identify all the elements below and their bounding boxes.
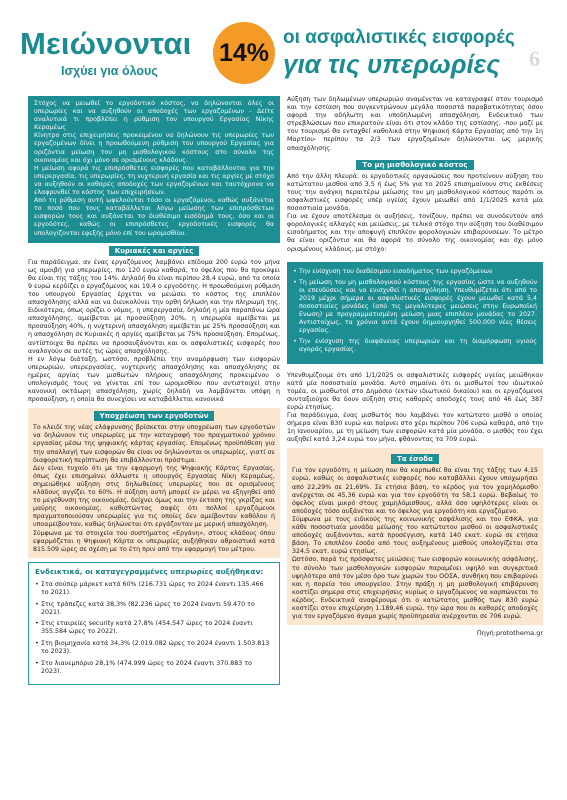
headline-left: Μειώνονται bbox=[20, 26, 192, 61]
body-paragraph: Ωστόσο, παρά τις πρόσφατες μειώσεις των εισφορών κοινωνικής ασφάλισης, το σύνολο των μισθολογικών εισφορών παραμένει υψηλό και συγκριτικά υψηλότερο από τον μέσο όρο των χωρών του ΟΟΣΑ, συνθήκη που επιβαρύνει και η πορεία του υπουργείου. Στην πράξη η μη μισθολογική επιβάρυνση κοστίζει σημερα στις επιχειρήσεις κυρίως ο εργαζόμενος να καρπώνεται το κέρδος. Ενδεικτικά αναφέρουμε ότι ο κατώτατος μισθός των 830 ευρώ κοστίζει στον επιχείρηση 1.189,46 ευρώ, την ώρα που οι καθαρές αποδοχές για τον εργαζόμενο άγαμο χωρίς προϋπηρεσία ανέρχονται σε 706 ευρώ. bbox=[292, 556, 538, 621]
intro-box bbox=[28, 96, 280, 243]
headline-subtitle: Ισχύει για όλους bbox=[61, 64, 158, 78]
stat-item: • Στις τράπεζες κατά 38,3% (82.236 ώρες το 2024 έναντι 59.470 το 2021). bbox=[35, 601, 273, 617]
body-paragraph: Για να έχουν αποτέλεσμα οι αυξήσεις, τονίζουν, πρέπει να συνοδευτούν από φορολογικές αλλαγές και μειώσεις, με τελικό στόχο την αύξηση του διαθέσιμου εισοδήματος και την αποφυγή επιπλέον φορολογικών επιβαρύνσεων. Το μέτρο θα είναι οριζόντιο και θα αφορά το σύνολο της οικονομίας και όχι μόνο ορισμένους κλάδους, με στόχο: bbox=[287, 213, 543, 253]
stat-item: • Στη βιομηχανία κατά 34,3% (2.019.082 ώρες το 2024 έναντι 1.503.813 το 2023). bbox=[35, 640, 273, 656]
intro-paragraph: Από τη ρύθμιση αυτή ωφελούνται τόσο οι εργαζόμενοι, καθώς αυξάνεται το ποσό που τους καταβάλλεται λόγω μείωσης των επιπρόσθετων εισφορών τους και αυξάνεται το διαθέσιμο εισόδημά τους, όσο και οι εργοδότες, καθώς οι επιπρόσθετες εργοδοτικές εισφορές θα υπολογίζονται εφεξής μόνο επί του ωρομισθίου. bbox=[34, 197, 274, 237]
section-heading-nonwage: Το μη μισθολογικό κόστος bbox=[356, 160, 473, 170]
body-paragraph: Σύμφωνα με τα στοιχεία του συστήματος «Εργάνη», στους κλάδους όπου εφαρμόζεται η Ψηφιακή Κάρτα οι υπερωρίες αυξήθηκαν αθροιστικά κατά 815.509 ώρες σε σχέση με το έτη πριν από την εφαρμογή του μέτρου. bbox=[33, 529, 275, 553]
goal-item: • Την ενίσχυση της διαφάνειας υπερωριών και τη διαμόρφωση υγιούς αγοράς εργασίας. bbox=[293, 338, 537, 354]
stat-item: • Στις εταιρείες security κατά 27,8% (454.547 ώρες το 2024 έναντι 355.584 ώρες το 2022). bbox=[35, 620, 273, 636]
page-number: 6 bbox=[529, 46, 540, 71]
employers-box bbox=[28, 408, 280, 558]
body-paragraph: Η εν λόγω διάταξη, ωστόσο, προβλέπει την αναμόρφωση των εισφορών υπερωριών, υπερεργασίας, νυχτερινής απασχόλησης και απασχόλησης σε ημέρες αργίας των μισθωτών πλήρους απασχόλησης προκειμένου ο υπολογισμός τους να γίνεται επί του ωρομισθίου που αντιστοιχεί στην κανονική οκτάωρη απασχόληση, χωρίς δηλαδή να λαμβάνεται υπόψη η προσαύξηση, η οποία θα συνεχίσει να καταβάλλεται κανονικά bbox=[28, 355, 280, 404]
overtime-stats-box bbox=[28, 562, 280, 685]
goals-box bbox=[287, 262, 543, 364]
headline-right-line1: οι ασφαλιστικές εισφορές bbox=[283, 27, 515, 48]
stat-item: • Στο λιανεμπόριο 28,1% (474.999 ώρες το 2024 έναντι 370.883 το 2023). bbox=[35, 660, 273, 676]
left-column bbox=[28, 96, 280, 685]
intro-paragraph: Κίνητρο στις επιχειρήσεις προκειμένου να δηλώνουν τις υπερωρίες των εργαζομένων δίνει η προωθούμενη ρύθμιση του υπουργού Εργασίας για οριζόντια μείωση του μη μισθολογικού κόστους στο σύνολο της οικονομίας και όχι μόνο σε ορισμένους κλάδους. bbox=[34, 132, 274, 164]
goal-item: • Την ενίσχυση του διαθέσιμου εισοδήματος των εργαζόμενων bbox=[293, 268, 537, 276]
right-column bbox=[287, 96, 543, 637]
body-paragraph: Για παράδειγμα, αν ένας εργαζόμενος λαμβάνει επίδομα 200 ευρώ τον μήνα ως αμοιβή για υπερωρίες, πιο 120 ευρώ καθαρά, το όφελος που θα προκύψει θα είναι της τάξης του 14%. Δηλαδή θα είναι περίπου 28,4 ευρώ, από τα οποία 9 ευρώ κερδίζει ο εργαζόμενος και 19,4 ο εργοδότης. Η προωθούμενη ρύθμιση του υπουργού Εργασίας έρχεται να μειώσει το κόστος της επιπλέον απασχόλησης αλλά και να διευκολύνει την ορθή δήλωση και την πληρωμή της. Ειδικότερα, όπως ορίζει ο νόμος, η υπερεργασία, δηλαδή η μία παραπάνω ώρα απασχόλησης, αμείβεται με προσαύξηση 20%, η υπερωρία αμείβεται με προσαύξηση 40%, η νυχτερινή απασχόληση αμείβεται με 25% προσαύξηση και η απασχόληση σε Κυριακές ή αργίες αμείβεται με 75% προσαύξηση. Επομένως, αντίστοιχα θα πρέπει να προσαυξάνονται και οι ασφαλιστικές εισφορές που αναλογούν σε αυτές τις ώρες απασχόλησης. bbox=[28, 258, 280, 355]
section-heading-employers: Υποχρέωση των εργοδοτών bbox=[94, 411, 215, 421]
stats-title: Ενδεικτικά, οι καταγεγραμμένες υπερωρίες αυξήθηκαν: bbox=[35, 566, 264, 576]
section-heading-holidays: Κυριακές και αργίες bbox=[109, 246, 199, 256]
body-paragraph: Από την άλλη πλευρά, οι εργοδοτικές οργανώσεις που προτείνουν αύξηση του κατώτατου μισθού από 3,5 ή έως 5% για το 2025 επισημαίνουν στις εκθέσεις τους την ανάγκη περαιτέρω μείωσης του μη μισθολογικού κόστους παρότι οι ασφαλιστικές εισφορές υπέρ υγείας έχουν μειωθεί από 1/1/2025 κατά μία ποσοστιαία μονάδα. bbox=[287, 172, 543, 213]
body-paragraph: Για τον εργοδότη, η μείωση που θα καρπωθεί θα είναι της τάξης των 4,15 ευρώ, καθώς οι ασφαλιστικές εισφορές που καταβάλλει έχουν υποχωρήσει από 22,29% σε 21,69%. Σε ετήσια βάση, το κέρδος για τον χαμηλόμισθο ανέρχεται σε 45,36 ευρώ και για τον εργοδότη τα 58,1 ευρώ. Βεβαίως το όφελος είναι μικρό στους χαμηλόμισθους, αλλά όσο υψηλότερες είναι οι αποδοχές τόσο αυξάνεται και το όφελος για εργοδότη και εργαζόμενο. bbox=[292, 467, 538, 515]
income-box bbox=[287, 448, 543, 625]
goal-item: • Τη μείωση του μη μισθολογικού κόστους της εργασίας ώστε να αυξηθούν οι επενδύσεις και να ενισχυθεί η απασχόληση. Υπενθυμίζεται ότι από το 2019 μέχρι σήμερα οι ασφαλιστικές εισφορές έχουν μειωθεί κατά 5,4 ποσοστιαίες μονάδες (από τις μεγαλύτερες μειώσεις στην Ευρωπαϊκή Ενωση) με προγραμματισμένη μείωση μιας επιπλέον μονάδας το 2027. Αντιστοίχως, τα χρόνια αυτά έχουν δημιουργηθεί 500.000 νέες θέσεις εργασίας. bbox=[293, 279, 537, 336]
body-paragraph: Για παράδειγμα, ένας μισθωτός που λαμβάνει τον κατώτατο μισθό ο οποίος σήμερα είναι 830 ευρώ και παίρνει στο χέρι περίπου 706 ευρώ καθαρά, από την 1η Ιανουαρίου, με τη μείωση των εισφορών κατά μία μονάδα, ο μισθός του έχει αυξηθεί κατά 3,24 ευρώ τον μήνα, φθάνοντας τα 709 ευρώ. bbox=[287, 412, 543, 444]
percent-badge bbox=[213, 22, 275, 84]
body-paragraph: Αύξηση των δηλωμένων υπερωριών αναμένεται να καταγραφεί στον τουρισμό και την εστίαση που συγκεντρώνουν μεγάλα ποσοστά παραβατικότητας όσον αφορά την αδήλωτη και υποδηλωμένη απασχόληση. Ενδεικτικό των στρεβλώσεων που επικρατούν είναι ότι στον κλάδο της εστίασης, -που μαζί με τον τουρισμό θα ενταχθεί καθολικά στην Ψηφιακή Κάρτα Εργασίας από την 1η Μαρτίου- περίπου τα 2/3 των εργαζομένων δηλώνονται ως μερικής απασχόλησης. bbox=[287, 96, 543, 152]
headline-right-line2: για τις υπερωρίες bbox=[283, 49, 500, 79]
percent-badge-text: 14% bbox=[218, 38, 270, 67]
body-paragraph: Σύμφωνα με τους ειδικούς της κοινωνικής ασφάλισης και του ΕΦΚΑ, για κάθε ποσοστιαία μονάδα μείωσης του κατώτατου μισθού οι ασφαλιστικές αποδοχές αυξάνονται, κατά προσέγγιση, κατά 140 εκατ. ευρώ σε ετήσια βάση. Το επιπλέον έσοδο από τους αυξημένους μισθούς υπολογίζεται στα 324,5 εκατ. ευρώ ετησίως. bbox=[292, 515, 538, 556]
body-paragraph: Υπενθυμίζουμε ότι από 1/1/2025 οι ασφαλιστικές εισφορές υγείας μειώθηκαν κατά μία ποσοστιαία μονάδα. Αυτό σημαίνει ότι οι μισθωτοί του ιδιωτικού τομέα, οι μισθωτοί στο Δημόσιο (εκτών ιδιωτικού δικαίου) και οι εργαζόμενοι συνταξιούχοι θα δουν αύξηση στις καθαρές αποδοχές τους από 46 έως 387 ευρώ ετησίως. bbox=[287, 371, 543, 411]
body-paragraph: Δεν είναι τυχαίο ότι με την εφαρμογή της Ψηφιακής Κάρτας Εργασίας, όπως έχει επισημάνει άλλωστε η υπουργός Εργασίας Νίκη Κεραμέως, σημειώθηκε αύξηση στις δηλωθείσες υπερωρίες που σε ορισμένους κλάδους αγγίζει το 60%. Η αύξηση αυτή μπορεί εν μέρει να εξηγηθεί από το μεγέθυνση της οικονομίας, δείχνει όμως και την έκταση της γκρίζας και μαύρης οικονομίας, καθιστώντας σαφές ότι πολλοί εργαζόμενοι πραγματοποιούσαν υπερωρίες για τις οποίες δεν αμείβονταν καθόλου ή υποαμείβονταν, καθώς δηλώνεται ότι εργάζονταν με μερική απασχόληση. bbox=[33, 464, 275, 529]
body-paragraph: Το κλειδί της νέας ελάφρυνσης βρίσκεται στην υποχρέωση των εργοδοτών να δηλώνουν τις υπερωρίες με την καταγραφή του πραγματικού χρόνου εργασίας μέσω της ψηφιακής κάρτας εργασίας. Επομένως προϋπόθεση για την απαλλαγή των εισφορών θα είναι να δηλώνονται οι υπερωρίες, γιατί σε διαφορετική περίπτωση θα επιβάλλονται πρόστιμα. bbox=[33, 424, 275, 464]
source-credit: Πηγή:protothema.gr bbox=[476, 629, 543, 638]
section-heading-income: Τα έσοδα bbox=[391, 454, 439, 464]
intro-paragraph: Στόχος να μειωθεί το εργοδοτικό κόστος, να δηλώνονται όλες οι υπερωρίες και να αυξηθούν οι αποδοχές των εργαζομένων - Δείτε αναλυτικά τι προβλέπει η ρύθμιση του υπουργού Εργασίας Νίκης Κεραμέως bbox=[34, 100, 274, 132]
intro-paragraph: Η μείωση αφορά τις επιπρόσθετες εισφορές που καταβάλλονται για την υπερεργασία, τις υπερωρίες, τη νυχτερινή εργασία και τις αργίες με στόχο να αυξηθούν οι καθαρές αποδοχές των εργαζομένων και ταυτόχρονα να ελαφρυνθεί το κόστος των επιχειρήσεων. bbox=[34, 164, 274, 197]
article-header bbox=[0, 0, 567, 86]
stat-item: • Στα σούπερ μάρκετ κατά 60% (216.731 ώρες το 2024 έναντι 135.466 το 2021). bbox=[35, 581, 273, 597]
